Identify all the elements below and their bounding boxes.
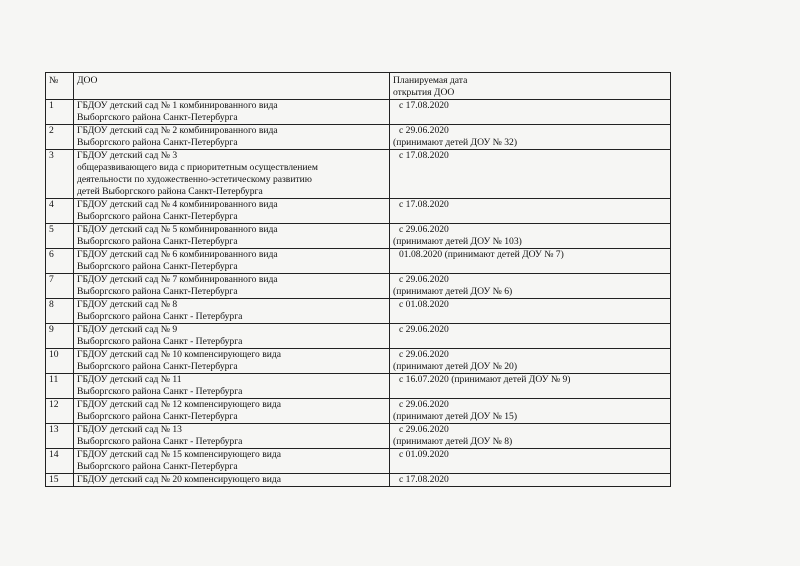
- doo-name-line: Выборгского района Санкт - Петербурга: [77, 386, 243, 397]
- row-number: 5: [46, 224, 74, 249]
- doo-name-cell: [74, 249, 390, 274]
- opening-date-line: с 29.06.2020: [399, 224, 449, 235]
- row-number: 15: [46, 474, 74, 487]
- opening-date-cell: [390, 150, 671, 199]
- opening-date-line: (принимают детей ДОУ № 103): [393, 236, 522, 247]
- doo-name-line: ГБДОУ детский сад № 10 компенсирующего вида: [77, 349, 282, 360]
- opening-date-line: (принимают детей ДОУ № 20): [393, 361, 518, 372]
- opening-date-cell: [390, 125, 671, 150]
- row-number: 7: [46, 274, 74, 299]
- table-row: [46, 374, 671, 399]
- doo-name-line: ГБДОУ детский сад № 5 комбинированного вида: [77, 224, 278, 235]
- doo-name-cell: [74, 100, 390, 125]
- doo-name-line: ГБДОУ детский сад № 15 компенсирующего вида: [77, 449, 282, 460]
- doo-name-line: Выборгского района Санкт-Петербурга: [77, 361, 238, 372]
- table-row: [46, 199, 671, 224]
- table-row: [46, 150, 671, 199]
- doo-name-line: Выборгского района Санкт-Петербурга: [77, 461, 238, 472]
- opening-date-line: 01.08.2020 (принимают детей ДОУ № 7): [399, 249, 564, 260]
- opening-date-line: (принимают детей ДОУ № 15): [393, 411, 518, 422]
- doo-name-line: Выборгского района Санкт - Петербурга: [77, 436, 243, 447]
- row-number: 3: [46, 150, 74, 199]
- table-row: [46, 324, 671, 349]
- doo-name-line: ГБДОУ детский сад № 2 комбинированного вида: [77, 125, 278, 136]
- table-row: [46, 299, 671, 324]
- doo-name-cell: [74, 349, 390, 374]
- doo-name-line: ГБДОУ детский сад № 7 комбинированного вида: [77, 274, 278, 285]
- doo-name-line: деятельности по художественно-эстетическому развитию: [77, 174, 312, 185]
- doo-name-line: Выборгского района Санкт-Петербурга: [77, 236, 238, 247]
- doo-name-line: ГБДОУ детский сад № 6 комбинированного вида: [77, 249, 278, 260]
- doo-name-cell: [74, 449, 390, 474]
- doo-name-line: ГБДОУ детский сад № 20 компенсирующего вида: [77, 474, 282, 485]
- table-row: [46, 474, 671, 487]
- doo-name-cell: [74, 374, 390, 399]
- table-row: [46, 399, 671, 424]
- row-number: 2: [46, 125, 74, 150]
- row-number: 6: [46, 249, 74, 274]
- doo-name-line: ГБДОУ детский сад № 9: [77, 324, 178, 335]
- opening-date-line: с 29.06.2020: [399, 399, 449, 410]
- doo-name-line: Выборгского района Санкт - Петербурга: [77, 311, 243, 322]
- table-row: [46, 125, 671, 150]
- opening-date-cell: [390, 399, 671, 424]
- opening-date-line: с 17.08.2020: [399, 199, 449, 210]
- opening-date-cell: [390, 224, 671, 249]
- opening-date-line: с 29.06.2020: [399, 274, 449, 285]
- opening-date-line: с 16.07.2020 (принимают детей ДОУ № 9): [399, 374, 571, 385]
- row-number: 1: [46, 100, 74, 125]
- doo-name-line: ГБДОУ детский сад № 4 комбинированного вида: [77, 199, 278, 210]
- opening-date-line: с 17.08.2020: [399, 150, 449, 161]
- opening-date-line: с 29.06.2020: [399, 349, 449, 360]
- doo-name-cell: [74, 424, 390, 449]
- opening-date-cell: [390, 100, 671, 125]
- opening-date-cell: [390, 349, 671, 374]
- opening-date-line: с 01.09.2020: [399, 449, 449, 460]
- row-number: 9: [46, 324, 74, 349]
- doo-name-line: Выборгского района Санкт-Петербурга: [77, 112, 238, 123]
- table-row: [46, 424, 671, 449]
- table-row: [46, 224, 671, 249]
- doo-name-cell: [74, 150, 390, 199]
- doo-name-line: Выборгского района Санкт-Петербурга: [77, 211, 238, 222]
- row-number: 11: [46, 374, 74, 399]
- doo-name-cell: [74, 274, 390, 299]
- opening-date-line: (принимают детей ДОУ № 32): [393, 137, 518, 148]
- doo-name-line: ГБДОУ детский сад № 13: [77, 424, 182, 435]
- table-row: [46, 100, 671, 125]
- doo-name-cell: [74, 299, 390, 324]
- opening-date-line: с 29.06.2020: [399, 324, 449, 335]
- opening-date-cell: [390, 449, 671, 474]
- opening-date-cell: [390, 199, 671, 224]
- table-row: [46, 449, 671, 474]
- row-number: 8: [46, 299, 74, 324]
- opening-date-cell: [390, 299, 671, 324]
- opening-date-line: с 17.08.2020: [399, 474, 449, 485]
- row-number: 13: [46, 424, 74, 449]
- opening-date-line: с 01.08.2020: [399, 299, 449, 310]
- header-date: [390, 73, 671, 100]
- opening-date-line: с 17.08.2020: [399, 100, 449, 111]
- table-row: [46, 274, 671, 299]
- row-number: 4: [46, 199, 74, 224]
- doo-name-line: ГБДОУ детский сад № 8: [77, 299, 178, 310]
- header-doo: ДОО: [74, 73, 390, 100]
- opening-date-line: с 29.06.2020: [399, 125, 449, 136]
- doo-name-cell: [74, 199, 390, 224]
- doo-name-cell: [74, 125, 390, 150]
- row-number: 14: [46, 449, 74, 474]
- opening-date-line: с 29.06.2020: [399, 424, 449, 435]
- doo-name-line: ГБДОУ детский сад № 1 комбинированного вида: [77, 100, 278, 111]
- doo-name-line: Выборгского района Санкт-Петербурга: [77, 137, 238, 148]
- doo-name-line: детей Выборгского района Санкт-Петербурга: [77, 186, 263, 197]
- table-row: [46, 349, 671, 374]
- opening-date-cell: [390, 474, 671, 487]
- doo-name-line: Выборгского района Санкт-Петербурга: [77, 286, 238, 297]
- row-number: 10: [46, 349, 74, 374]
- doo-name-cell: [74, 474, 390, 487]
- table-row: [46, 249, 671, 274]
- opening-date-cell: [390, 249, 671, 274]
- header-date-line-1: Планируемая дата: [393, 75, 468, 86]
- doo-name-line: Выборгского района Санкт - Петербурга: [77, 336, 243, 347]
- opening-date-line: (принимают детей ДОУ № 6): [393, 286, 513, 297]
- doo-name-line: общеразвивающего вида с приоритетным осуществлением: [77, 162, 318, 173]
- doo-name-cell: [74, 399, 390, 424]
- doo-name-line: ГБДОУ детский сад № 12 компенсирующего вида: [77, 399, 282, 410]
- doo-name-cell: [74, 224, 390, 249]
- opening-date-cell: [390, 424, 671, 449]
- header-date-line-2: открытия ДОО: [393, 87, 455, 98]
- doo-name-line: Выборгского района Санкт-Петербурга: [77, 411, 238, 422]
- opening-date-cell: [390, 324, 671, 349]
- table-body: [46, 100, 671, 487]
- doo-name-line: ГБДОУ детский сад № 11: [77, 374, 182, 385]
- header-num: №: [46, 73, 74, 100]
- opening-date-line: (принимают детей ДОУ № 8): [393, 436, 513, 447]
- opening-date-cell: [390, 274, 671, 299]
- row-number: 12: [46, 399, 74, 424]
- table-header-row: [46, 73, 671, 100]
- doo-name-line: Выборгского района Санкт-Петербурга: [77, 261, 238, 272]
- opening-date-cell: [390, 374, 671, 399]
- doo-name-cell: [74, 324, 390, 349]
- doo-opening-table: [45, 72, 671, 487]
- doo-name-line: ГБДОУ детский сад № 3: [77, 150, 178, 161]
